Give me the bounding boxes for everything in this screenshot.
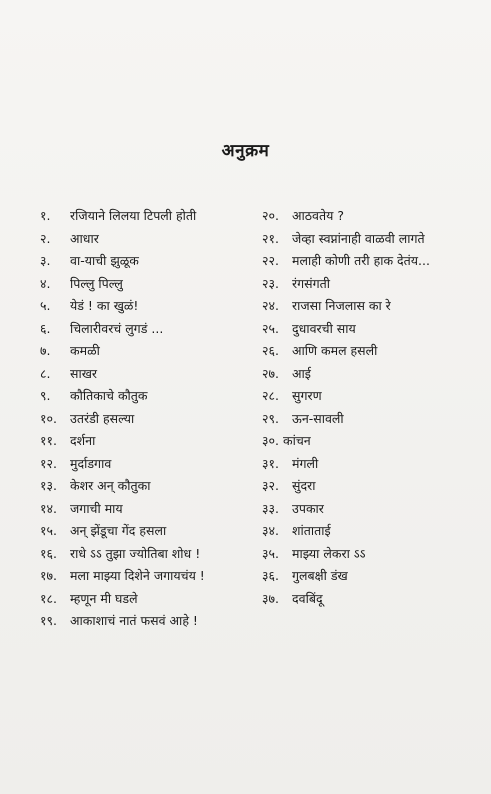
- entry-number: ३.: [40, 253, 51, 268]
- entry-number: ३५.: [262, 545, 279, 561]
- entry-number: ११.: [40, 433, 57, 448]
- toc-entry: [262, 565, 482, 588]
- toc-entry: [40, 475, 255, 498]
- toc-entry: [40, 408, 255, 431]
- entry-number: २८.: [262, 388, 279, 403]
- entry-title: राजसा निजलास का रे: [292, 298, 391, 313]
- toc-entry: [40, 228, 255, 251]
- entry-title: कांचन: [282, 433, 311, 448]
- entry-title: सुंदरा: [292, 478, 316, 493]
- toc-column-left: [40, 205, 255, 633]
- entry-number: ७.: [40, 343, 51, 358]
- entry-title: गुलबक्षी डंख: [292, 568, 348, 583]
- entry-title: ऊन-सावली: [292, 410, 344, 426]
- toc-entry: [262, 318, 482, 341]
- entry-title: मंगली: [292, 455, 319, 471]
- entry-title: कौतिकाचे कौतुक: [70, 388, 148, 403]
- entry-title: राधे ऽऽ तुझा ज्योतिबा शोध !: [70, 545, 201, 561]
- toc-entry: [40, 295, 255, 318]
- entry-title: दुधावरची साय: [292, 320, 356, 336]
- entry-number: २.: [40, 230, 51, 246]
- entry-title: साखर: [70, 365, 98, 381]
- toc-entry: [262, 363, 482, 386]
- page-title: अनुक्रम: [221, 141, 270, 161]
- entry-number: ३४.: [262, 523, 279, 538]
- entry-title: उतरंडी हसल्या: [70, 410, 135, 426]
- toc-entry: [262, 453, 482, 476]
- entry-title: आकाशाचं नातं फसवं आहे !: [70, 613, 198, 628]
- entry-number: ३७.: [262, 590, 279, 606]
- entry-title: सुगरण: [292, 388, 322, 403]
- toc-entry: [40, 250, 255, 273]
- entry-number: ३६.: [262, 568, 279, 583]
- entry-number: २९.: [262, 410, 279, 426]
- toc-entry: [262, 273, 482, 296]
- entry-title: दवबिंदू: [292, 590, 323, 606]
- entry-number: १२.: [40, 455, 57, 471]
- toc-entry: [40, 318, 255, 341]
- entry-number: १७.: [40, 568, 57, 583]
- toc-entry: [262, 205, 482, 228]
- toc-entry: [262, 250, 482, 273]
- entry-title: कमळी: [70, 343, 100, 358]
- toc-entry: [40, 565, 255, 588]
- entry-title: जगाची माय: [70, 500, 123, 516]
- entry-title: रंगसंगती: [292, 275, 331, 291]
- toc-entry: [262, 228, 482, 251]
- entry-number: १५.: [40, 523, 57, 538]
- toc-entry: [262, 385, 482, 408]
- entry-number: १०.: [40, 410, 57, 426]
- entry-number: २६.: [262, 343, 279, 358]
- toc-entry: [40, 520, 255, 543]
- toc-entry: [262, 475, 482, 498]
- toc-entry: [40, 385, 255, 408]
- toc-entry: [262, 408, 482, 431]
- entry-title: शांताताई: [292, 523, 331, 538]
- toc-entry: [40, 363, 255, 386]
- entry-number: १४.: [40, 500, 57, 516]
- entry-number: ६.: [40, 320, 51, 336]
- entry-number: २५.: [262, 320, 279, 336]
- toc-entry: [262, 543, 482, 566]
- entry-number: २०.: [262, 208, 279, 223]
- entry-title: म्हणून मी घडले: [70, 590, 138, 606]
- entry-title: मलाही कोणी तरी हाक देतंय...: [292, 253, 430, 268]
- toc-entry: [40, 205, 255, 228]
- toc-entry: [40, 340, 255, 363]
- toc-entry: [40, 453, 255, 476]
- entry-number: १८.: [40, 590, 57, 606]
- entry-number: १.: [40, 208, 51, 223]
- toc-entry: [262, 295, 482, 318]
- entry-number: २२.: [262, 253, 279, 268]
- entry-number: २४.: [262, 298, 279, 313]
- entry-number: २३.: [262, 275, 279, 291]
- entry-number: ४.: [40, 275, 51, 291]
- entry-title: आई: [292, 365, 311, 381]
- entry-number: १६.: [40, 545, 57, 561]
- toc-entry: [262, 588, 482, 611]
- entry-title: आणि कमल हसली: [292, 343, 378, 358]
- entry-number: ३२.: [262, 478, 279, 493]
- entry-number: ३३.: [262, 500, 279, 516]
- entry-number: १३.: [40, 478, 57, 493]
- toc-entry: [40, 588, 255, 611]
- entry-number: ९.: [40, 388, 51, 403]
- entry-number: १९.: [40, 613, 57, 628]
- toc-entry: [40, 610, 255, 633]
- toc-entry: [262, 498, 482, 521]
- toc-entry: [40, 543, 255, 566]
- entry-title: दर्शना: [70, 433, 96, 448]
- entry-title: माझ्या लेकरा ऽऽ: [292, 545, 366, 561]
- entry-title: वा-याची झुळूक: [70, 253, 139, 268]
- entry-number: ५.: [40, 298, 51, 313]
- entry-number: २१.: [262, 230, 279, 246]
- entry-number: २७.: [262, 365, 279, 381]
- entry-title: केशर अन् कौतुका: [70, 478, 151, 493]
- entry-title: रजियाने लिलया टिपली होती: [70, 208, 197, 223]
- toc-entry: [40, 273, 255, 296]
- toc-entry: [40, 430, 255, 453]
- entry-number: ३१.: [262, 455, 279, 471]
- toc-entry: [40, 498, 255, 521]
- entry-title: आठवतेय ?: [292, 208, 344, 223]
- entry-title: मला माझ्या दिशेने जगायचंय !: [70, 568, 205, 583]
- entry-title: आधार: [70, 230, 99, 246]
- entry-title: उपकार: [292, 500, 324, 516]
- toc-column-right: [262, 205, 482, 610]
- toc-entry: [262, 430, 482, 453]
- entry-title: चिलारीवरचं लुगडं ...: [70, 320, 164, 336]
- entry-title: मुर्दाडगाव: [70, 455, 112, 471]
- entry-number: ३०.: [262, 433, 279, 448]
- toc-entry: [262, 520, 482, 543]
- entry-number: ८.: [40, 365, 51, 381]
- toc-entry: [262, 340, 482, 363]
- entry-title: पिल्लु पिल्लु: [70, 275, 123, 291]
- entry-title: अन् झेंडूचा गेंद हसला: [70, 523, 167, 538]
- entry-title: येडं ! का खुळं!: [70, 298, 139, 313]
- entry-title: जेव्हा स्वप्नांनाही वाळवी लागते: [292, 230, 425, 246]
